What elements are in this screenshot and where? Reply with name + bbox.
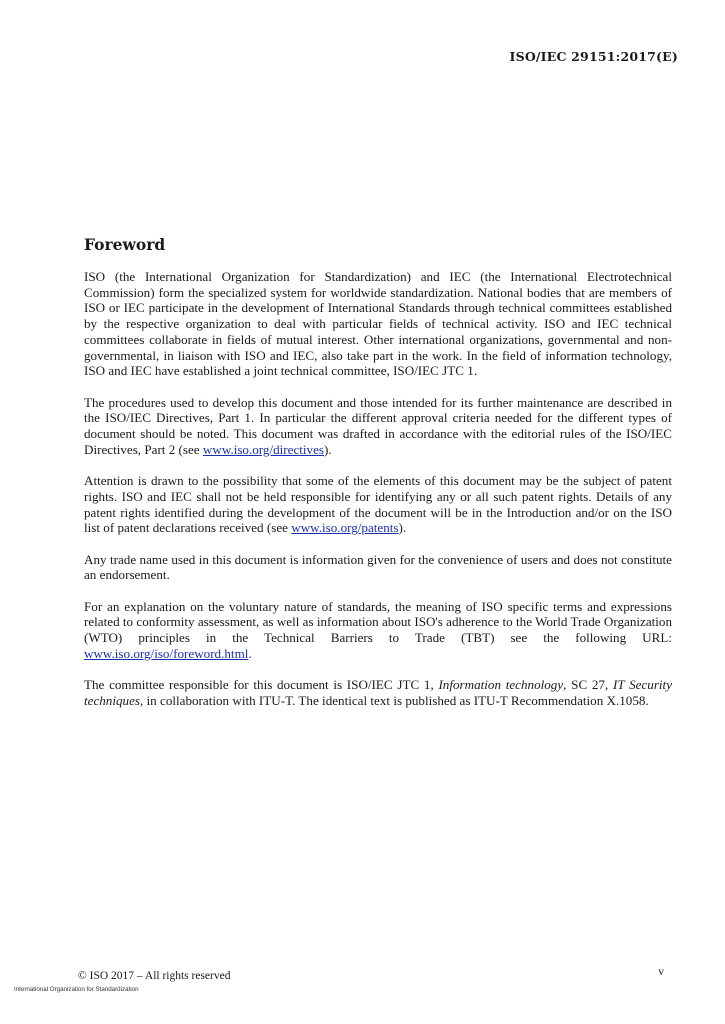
page-number: v: [658, 966, 664, 978]
paragraph-text: Attention is drawn to the possibility that some of the elements of this document may be the subject of patent rights. ISO and IEC shall not be held responsible for identifying any or all such patent rights. Details of any patent rights identified during the development of the document will be in the Introduction and/or on the ISO list of patent declarations received (see: [84, 473, 672, 536]
paragraph-committee: [84, 677, 672, 708]
foreword-link[interactable]: www.iso.org/iso/foreword.html: [84, 645, 249, 661]
paragraph-text: .: [248, 645, 252, 661]
paragraph-text: ).: [324, 441, 332, 457]
paragraph-patents: [84, 473, 672, 536]
paragraph-text: The procedures used to develop this document and those intended for its further maintenance are described in the ISO/IEC Directives, Part 1. In particular the different approval criteria needed for the different types of document should be noted. This document was drafted in accordance with the editorial rules of the ISO/IEC Directives, Part 2 (see: [84, 394, 672, 457]
paragraph-procedures: [84, 395, 672, 458]
patents-link[interactable]: www.iso.org/patents: [291, 520, 399, 536]
section-title: Foreword: [84, 235, 166, 254]
paragraph-text: , SC 27,: [563, 677, 613, 693]
subcommittee-name-italic: IT Security techniques: [84, 677, 673, 708]
paragraph-text: The committee responsible for this document is ISO/IEC JTC 1,: [84, 677, 439, 693]
footer-organization: International Organization for Standardization: [14, 986, 139, 993]
committee-name-italic: Information technology: [438, 677, 564, 693]
paragraph-text: ).: [398, 520, 407, 536]
footer-copyright: © ISO 2017 – All rights reserved: [78, 970, 231, 982]
foreword-body: [84, 269, 672, 724]
paragraph-organization: ISO (the International Organization for Standardization) and IEC (the International Electrotechnical Commission) form the specialized system for worldwide standardization. National bodies that are members of ISO or IEC participate in the development of International Standards through technical committees established by the respective organization to deal with particular fields of technical activity. ISO and IEC technical committees collaborate in fields of mutual interest. Other international organizations, governmental and non-governmental, in liaison with ISO and IEC, also take part in the work. In the field of information technology, ISO and IEC have established a joint technical committee, ISO/IEC JTC 1.: [84, 269, 672, 379]
paragraph-voluntary-nature: [84, 599, 672, 662]
document-id-header: ISO/IEC 29151:2017(E): [509, 49, 678, 64]
paragraph-text: , in collaboration with ITU-T. The identical text is published as ITU-T Recommendation X.1058.: [140, 692, 649, 708]
directives-link[interactable]: www.iso.org/directives: [202, 441, 325, 457]
paragraph-trade-names: Any trade name used in this document is information given for the convenience of users and does not constitute an endorsement.: [84, 551, 672, 583]
paragraph-text: For an explanation on the voluntary nature of standards, the meaning of ISO specific terms and expressions related to conformity assessment, as well as information about ISO's adherence to the World Trade Organization (WTO) principles in the Technical Barriers to Trade (TBT) see the following URL:: [84, 598, 672, 646]
